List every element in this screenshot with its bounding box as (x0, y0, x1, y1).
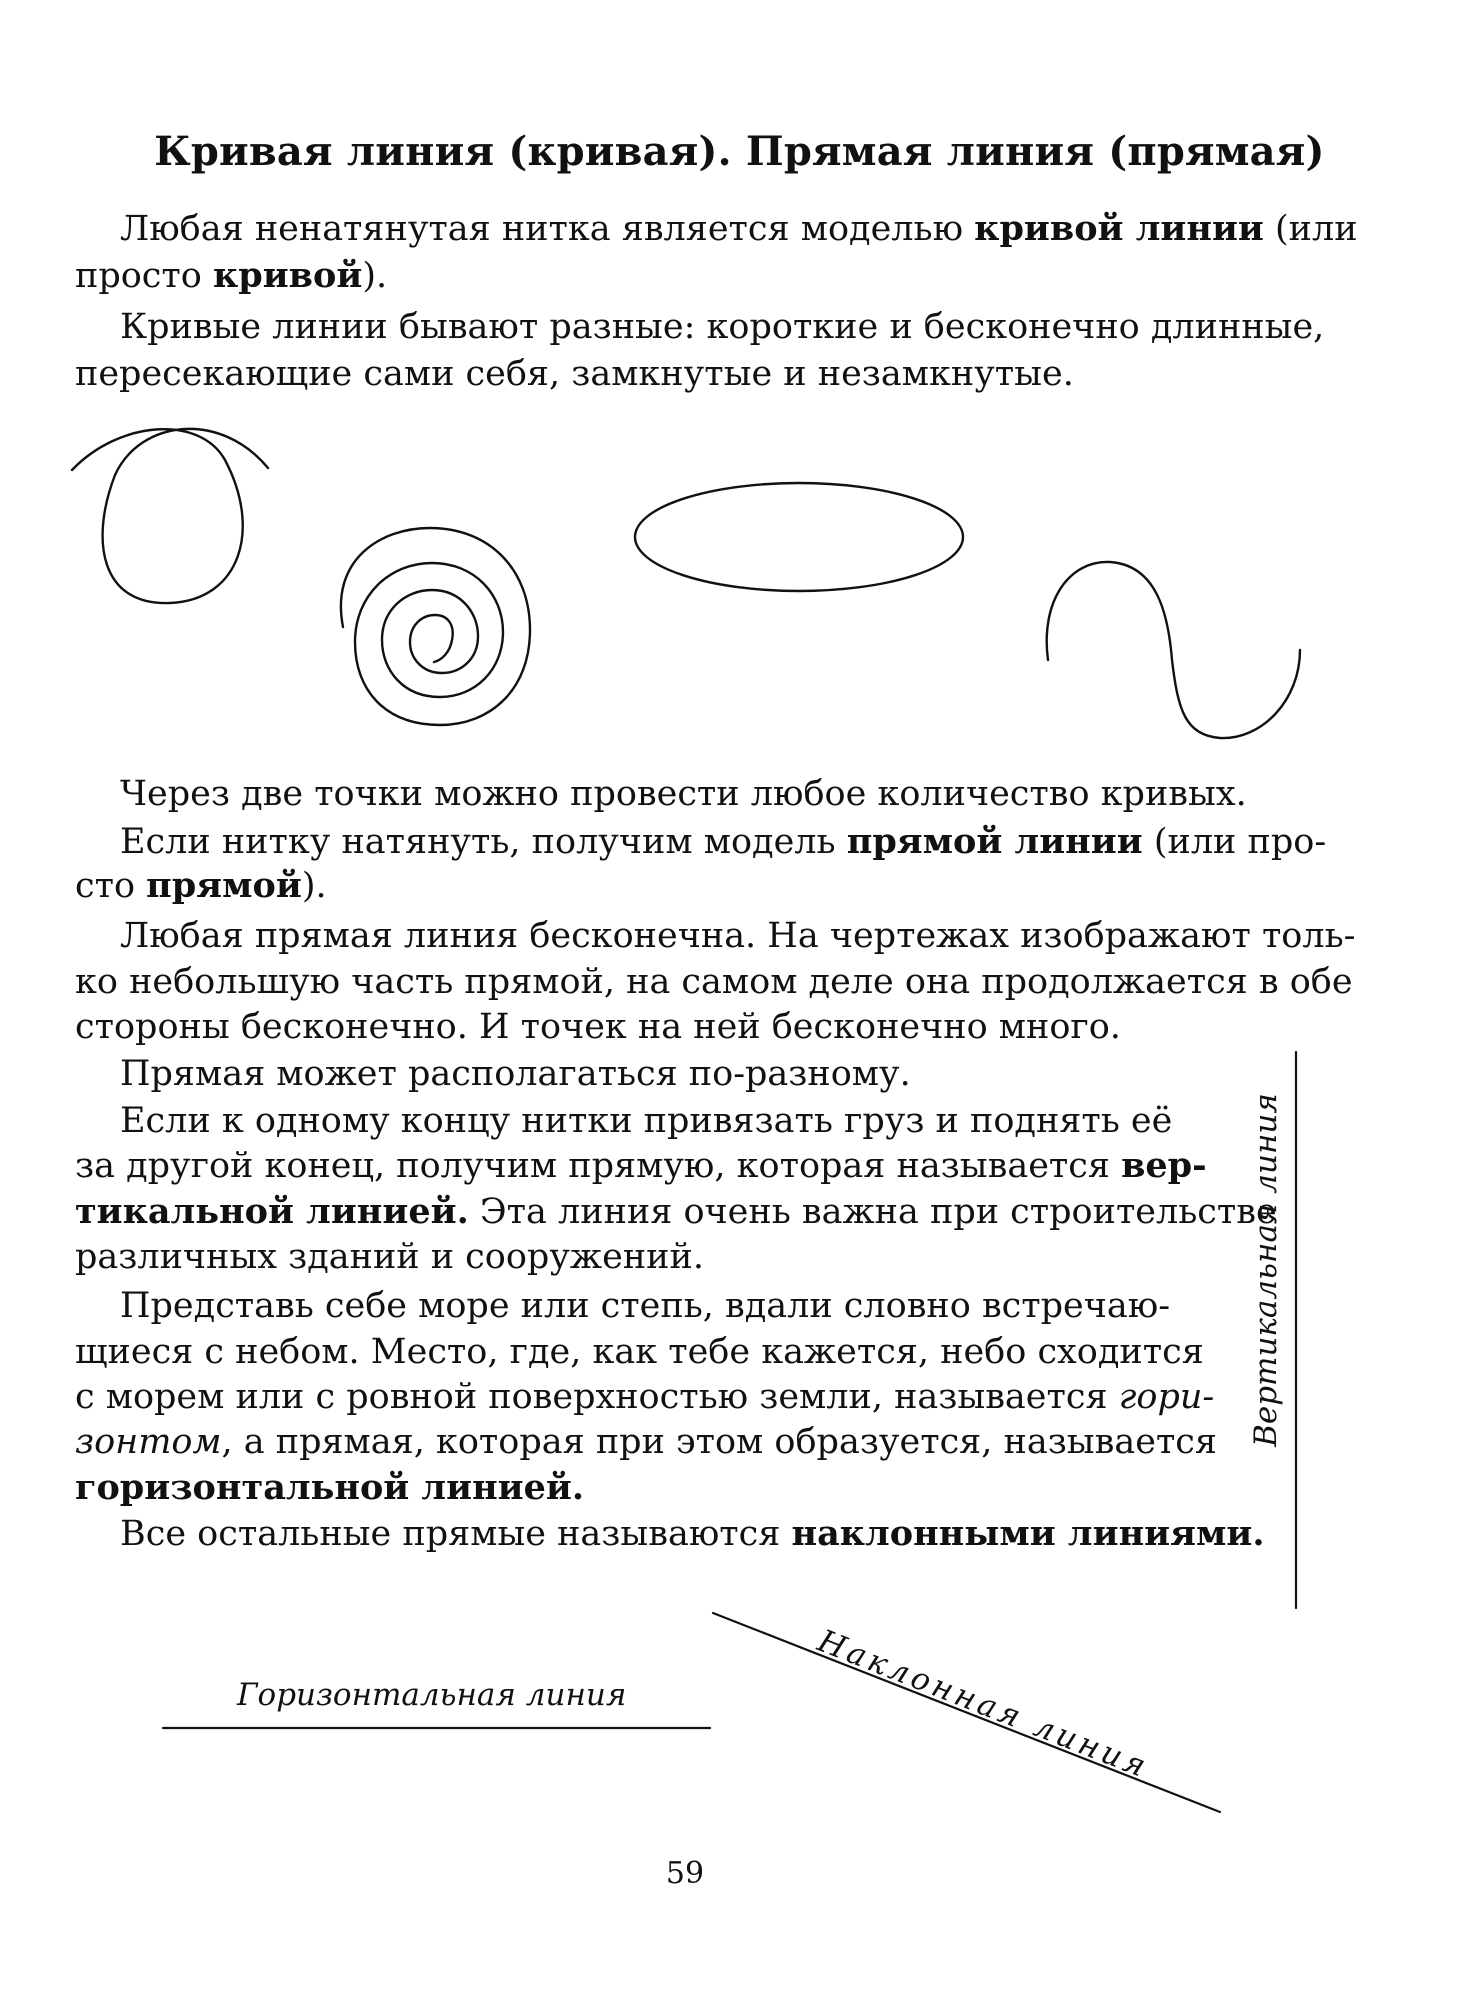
paragraph-vertical-line1: Если к одному концу нитки привязать груз и поднять её (120, 1101, 1173, 1141)
paragraph-infinite-line3: стороны бесконечно. И точек на ней бесконечно много. (75, 1007, 1121, 1047)
text-span: просто (75, 256, 213, 296)
text-span: , а прямая, которая при этом образуется, называется (221, 1422, 1217, 1462)
text-span: (или (1263, 209, 1358, 249)
term-horizon-part1: гори- (1118, 1377, 1215, 1417)
paragraph-curves-types-line2: пересекающие сами себя, замкнутые и незамкнутые. (75, 354, 1074, 394)
text-span: Все остальные прямые называются (120, 1514, 792, 1554)
text-span: (или про- (1142, 822, 1327, 862)
term-inclined-lines: наклонными линиями. (791, 1513, 1265, 1554)
term-curve: кривой (212, 255, 363, 296)
vertical-line-label: Вертикальная линия (1248, 1093, 1284, 1447)
paragraph-infinite-line2: ко небольшую часть прямой, на самом деле она продолжается в обе (75, 962, 1353, 1002)
text-span: Если нитку натянуть, получим модель (120, 822, 847, 862)
inclined-line-label: Наклонная линия (812, 1623, 1155, 1786)
paragraph-infinite-line1: Любая прямая линия бесконечна. На чертежах изображают толь- (120, 916, 1356, 956)
term-curve-line: кривой линии (974, 208, 1264, 249)
horizontal-line-label: Горизонтальная линия (237, 1677, 627, 1713)
text-span: ). (301, 866, 327, 906)
paragraph-two-points: Через две точки можно провести любое количество кривых. (120, 774, 1247, 814)
paragraph-curves-types-line1: Кривые линии бывают разные: короткие и бесконечно длинные, (120, 307, 1325, 347)
term-horizontal-line: горизонтальной линией. (75, 1467, 585, 1508)
term-vertical-part1: вер- (1121, 1145, 1207, 1186)
text-span: ). (362, 256, 388, 296)
term-straight-line: прямой линии (846, 821, 1143, 862)
term-straight: прямой (146, 865, 302, 906)
text-span: с морем или с ровной поверхностью земли, называется (75, 1377, 1119, 1417)
term-vertical-part2: тикальной линией. (75, 1191, 469, 1232)
text-span: Эта линия очень важна при строительстве (468, 1192, 1277, 1232)
paragraph-horizon-line1: Представь себе море или степь, вдали словно встречаю- (120, 1286, 1171, 1326)
text-span: за другой конец, получим прямую, которая называется (75, 1146, 1122, 1186)
text-span: сто (75, 866, 147, 906)
term-horizon-part2: зонтом (75, 1422, 222, 1462)
paragraph-horizon-line2: щиеся с небом. Место, где, как тебе кажется, небо сходится (75, 1332, 1204, 1372)
text-span: Любая ненатянутая нитка является моделью (120, 209, 975, 249)
page-number: 59 (665, 1856, 705, 1891)
paragraph-vertical-line4: различных зданий и сооружений. (75, 1237, 704, 1277)
page-title: Кривая линия (кривая). Прямая линия (прямая) (154, 128, 1325, 175)
paragraph-positions: Прямая может располагаться по-разному. (120, 1054, 911, 1094)
